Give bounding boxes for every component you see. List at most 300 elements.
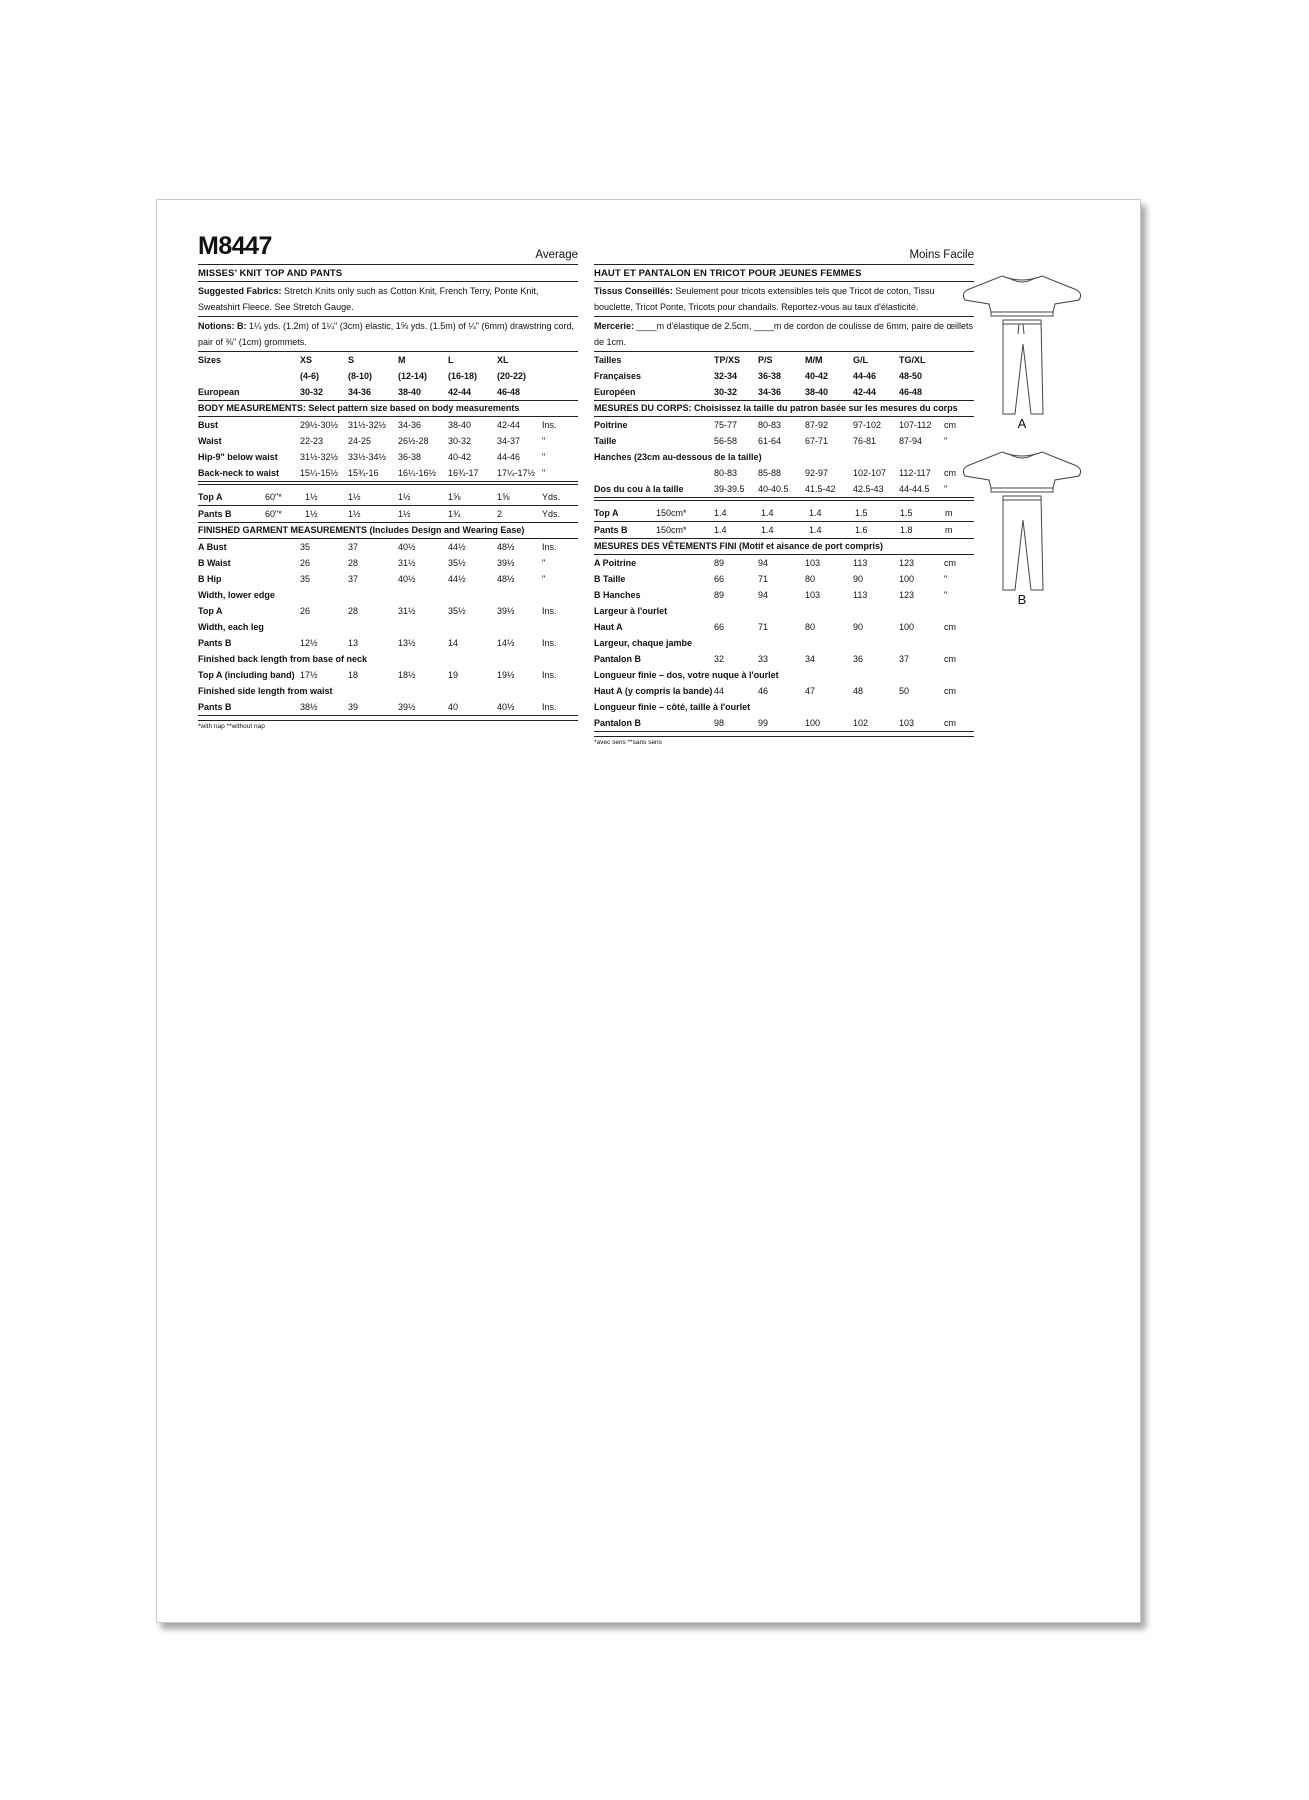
finished-measurements-heading: FINISHED GARMENT MEASUREMENTS (Includes Design and Wearing Ease) — [198, 523, 578, 539]
table-cell: 42.5-43 — [853, 484, 884, 494]
notions-text-fr: ____m d'élastique de 2.5cm, ____m de cordon de coulisse de 6mm, paire de œillets de 1cm. — [594, 321, 973, 347]
table-row — [198, 667, 578, 683]
table-cell — [758, 699, 805, 715]
row-label: B Hip — [198, 574, 222, 584]
table-row — [594, 683, 974, 699]
pattern-title-fr: HAUT ET PANTALON EN TRICOT POUR JEUNES FEMMES — [594, 265, 974, 282]
divider-fr — [594, 498, 974, 501]
pattern-code: M8447 — [198, 232, 272, 260]
table-row — [198, 384, 578, 401]
table-cell: 15¾-16 — [348, 468, 379, 478]
table-cell: G/L — [853, 355, 868, 365]
table-cell: 30-32 — [448, 436, 472, 446]
table-row — [594, 699, 974, 715]
table-cell: 1½ — [305, 492, 318, 502]
suggested-fabrics — [198, 282, 578, 317]
table-row — [198, 449, 578, 465]
notions-text: 1¼ yds. (1.2m) of 1¼" (3cm) elastic, 1⅝ yds. (1.5m) of ¼" (6mm) drawstring cord, pair of ⅜" (1cm) grommets. — [198, 321, 575, 347]
table-row — [594, 417, 974, 433]
table-cell: 44-46 — [853, 371, 877, 381]
table-cell: M — [398, 355, 406, 365]
table-cell: 38-40 — [398, 387, 422, 397]
table-row — [594, 603, 974, 619]
table-cell: 100 — [899, 622, 915, 632]
table-cell — [300, 619, 348, 635]
table-cell: Ins. — [542, 638, 557, 648]
row-label: Top A (including band) — [198, 670, 295, 680]
table-cell: 42-44 — [853, 387, 877, 397]
table-cell — [944, 635, 974, 651]
row-label: Européen — [594, 387, 636, 397]
row-label: Haut A — [594, 622, 623, 632]
body-measurements-table-fr — [594, 417, 974, 498]
table-cell: cm — [944, 686, 956, 696]
table-cell — [899, 449, 944, 465]
table-cell: 12½ — [300, 638, 318, 648]
row-label: Sizes — [198, 355, 222, 365]
english-header — [198, 232, 578, 265]
table-cell: 28 — [348, 558, 359, 568]
table-cell: 13½ — [398, 638, 416, 648]
table-cell — [300, 651, 348, 667]
notions-fr — [594, 317, 974, 352]
table-cell: 36 — [853, 654, 864, 664]
table-cell: Ins. — [542, 420, 557, 430]
table-cell — [714, 635, 758, 651]
table-cell — [348, 619, 398, 635]
row-label: Françaises — [594, 371, 642, 381]
table-cell: 56-58 — [714, 436, 738, 446]
nap-note-fr: *avec sens **sans sens — [594, 736, 974, 746]
table-cell: 89 — [714, 558, 725, 568]
table-cell: 33½-34½ — [348, 452, 387, 462]
table-cell — [448, 683, 497, 699]
row-label: Back-neck to waist — [198, 468, 280, 478]
table-row — [198, 465, 578, 482]
table-cell: 39-39.5 — [714, 484, 745, 494]
table-cell — [348, 651, 398, 667]
table-cell: 113 — [853, 590, 868, 600]
table-cell: 71 — [758, 622, 769, 632]
row-label — [594, 465, 714, 481]
pattern-title: MISSES’ KNIT TOP AND PANTS — [198, 265, 578, 282]
french-header — [594, 238, 974, 265]
table-cell: 46 — [758, 686, 769, 696]
table-cell: 16¼-16½ — [398, 468, 437, 478]
view-a-label: A — [1017, 416, 1027, 431]
table-cell: 40-42 — [805, 371, 829, 381]
table-cell: " — [542, 452, 546, 462]
row-label: Tailles — [594, 355, 622, 365]
table-cell: 44½ — [448, 574, 466, 584]
row-label: Hanches (23cm au-dessous de la taille) — [594, 452, 762, 462]
row-label: Pantalon B — [594, 654, 642, 664]
table-cell: 98 — [714, 718, 725, 728]
table-cell: 2 — [497, 509, 503, 519]
row-label: B Waist — [198, 558, 231, 568]
table-cell: 66 — [714, 622, 725, 632]
table-cell: 50 — [899, 686, 910, 696]
table-cell: 44 — [714, 686, 725, 696]
table-cell: " — [542, 558, 546, 568]
view-a-figure — [957, 268, 1087, 431]
table-cell: 28 — [348, 606, 359, 616]
table-cell: 34-36 — [398, 420, 422, 430]
row-label: A Bust — [198, 542, 227, 552]
table-cell: 33 — [758, 654, 769, 664]
table-cell: 26 — [300, 606, 311, 616]
table-cell: 29½-30½ — [300, 420, 339, 430]
table-cell: 19½ — [497, 670, 515, 680]
table-cell: 123 — [899, 590, 915, 600]
yardage-table-fr — [594, 505, 974, 539]
table-cell: (20-22) — [497, 371, 527, 381]
table-cell: 40-40.5 — [758, 484, 789, 494]
row-label: Pants B — [198, 638, 232, 648]
row-label: Top A — [198, 492, 223, 502]
table-cell: 30-32 — [714, 387, 738, 397]
table-cell: Ins. — [542, 670, 557, 680]
table-cell: 30-32 — [300, 387, 324, 397]
table-cell: 26½-28 — [398, 436, 429, 446]
row-label: Finished side length from waist — [198, 686, 333, 696]
table-cell: XL — [497, 355, 509, 365]
row-label: European — [198, 387, 240, 397]
table-cell — [348, 683, 398, 699]
table-cell: 113 — [853, 558, 868, 568]
table-cell: 1.6 — [855, 525, 868, 535]
table-cell: 123 — [899, 558, 915, 568]
notions-label-fr: Mercerie: — [594, 321, 635, 331]
table-cell: 44½ — [448, 542, 466, 552]
table-cell — [300, 587, 348, 603]
table-cell — [899, 635, 944, 651]
table-cell: " — [944, 574, 948, 584]
table-row — [594, 384, 974, 401]
table-cell: cm — [944, 558, 956, 568]
fabrics-label: Suggested Fabrics: — [198, 286, 282, 296]
table-cell: " — [542, 468, 546, 478]
view-b-label: B — [1017, 592, 1027, 607]
table-cell: 75-77 — [714, 420, 738, 430]
table-cell: 103 — [805, 590, 821, 600]
table-cell: 14 — [448, 638, 459, 648]
table-cell: 40½ — [398, 542, 416, 552]
table-cell: 40 — [448, 702, 459, 712]
table-cell — [348, 587, 398, 603]
table-cell — [899, 667, 944, 683]
skill-level-fr: Moins Facile — [909, 249, 974, 261]
table-cell: Yds. — [542, 509, 561, 519]
table-cell: 15¼-15½ — [300, 468, 339, 478]
table-cell: 112-117 — [899, 468, 931, 478]
table-cell: cm — [944, 654, 956, 664]
table-cell: 46-48 — [899, 387, 923, 397]
table-cell: 36-38 — [758, 371, 782, 381]
skill-level: Average — [535, 249, 578, 261]
divider — [198, 482, 578, 485]
table-cell — [758, 603, 805, 619]
table-row — [594, 352, 974, 368]
row-label: Pants B — [594, 525, 628, 535]
table-row — [594, 522, 974, 539]
table-cell: Ins. — [542, 702, 557, 712]
row-label: Largeur à l'ourlet — [594, 606, 668, 616]
table-row — [594, 587, 974, 603]
table-cell: 1⅝ — [448, 492, 461, 502]
table-cell — [944, 699, 974, 715]
table-row — [594, 651, 974, 667]
yardage-table — [198, 489, 578, 523]
table-cell — [758, 449, 805, 465]
table-cell — [853, 449, 899, 465]
table-row — [594, 619, 974, 635]
table-cell: 26 — [300, 558, 311, 568]
table-row — [198, 619, 578, 635]
table-cell — [542, 619, 577, 635]
table-cell: 1½ — [305, 509, 318, 519]
table-cell: 14½ — [497, 638, 515, 648]
table-cell: 17½ — [300, 670, 318, 680]
table-cell: " — [944, 484, 948, 494]
table-cell: " — [944, 436, 948, 446]
table-cell: 67-71 — [805, 436, 829, 446]
table-cell: 39 — [348, 702, 359, 712]
table-cell — [805, 635, 853, 651]
table-cell: 1½ — [348, 492, 361, 502]
table-cell: 1.4 — [761, 525, 774, 535]
table-cell — [448, 587, 497, 603]
table-cell: 80 — [805, 622, 816, 632]
row-label: Bust — [198, 420, 218, 430]
notions-label: Notions: B: — [198, 321, 247, 331]
table-cell: cm — [944, 468, 956, 478]
table-cell: 60"* — [265, 509, 282, 519]
table-cell: cm — [944, 718, 956, 728]
table-row — [198, 555, 578, 571]
table-cell: 90 — [853, 574, 864, 584]
table-cell: 76-81 — [853, 436, 877, 446]
table-cell — [899, 603, 944, 619]
table-cell: 100 — [805, 718, 821, 728]
table-cell: Ins. — [542, 542, 557, 552]
table-cell: cm — [944, 420, 956, 430]
table-cell: cm — [944, 622, 956, 632]
table-cell: 1.4 — [761, 508, 774, 518]
table-cell: m — [945, 508, 953, 518]
table-cell: 1.5 — [855, 508, 868, 518]
table-cell: 40-42 — [448, 452, 472, 462]
fabrics-text-fr: Seulement pour tricots extensibles tels que Tricot de coton, Tissu bouclette, Tricot Ponte, Tricots pour chandails. Reportez-vous au taux d'élasticité. — [594, 286, 935, 312]
table-cell: 40½ — [398, 574, 416, 584]
table-cell: 34 — [805, 654, 816, 664]
table-cell: 1¾ — [448, 509, 461, 519]
table-cell — [714, 603, 758, 619]
table-cell — [398, 683, 448, 699]
row-label: Pants B — [198, 702, 232, 712]
table-row — [594, 635, 974, 651]
table-cell: 16¾-17 — [448, 468, 479, 478]
table-cell: 1.4 — [809, 508, 822, 518]
table-cell: 94 — [758, 590, 769, 600]
table-cell: 1.4 — [714, 525, 727, 535]
table-row — [594, 449, 974, 465]
notions — [198, 317, 578, 352]
table-cell: 1½ — [398, 509, 411, 519]
table-cell: 150cm* — [656, 525, 687, 535]
table-row — [198, 433, 578, 449]
table-cell — [448, 619, 497, 635]
finished-measurements-table-fr — [594, 555, 974, 732]
table-cell: 1.4 — [714, 508, 727, 518]
table-cell: 66 — [714, 574, 725, 584]
table-cell: 87-94 — [899, 436, 923, 446]
table-cell: 22-23 — [300, 436, 324, 446]
table-cell — [542, 683, 577, 699]
table-cell — [805, 449, 853, 465]
english-column — [198, 232, 578, 730]
table-cell — [497, 587, 542, 603]
table-cell: 44-44.5 — [899, 484, 930, 494]
table-cell: 47 — [805, 686, 816, 696]
table-row — [198, 571, 578, 587]
table-cell: XS — [300, 355, 313, 365]
row-label: Taille — [594, 436, 617, 446]
table-cell: 38-40 — [448, 420, 472, 430]
row-label: Poitrine — [594, 420, 628, 430]
table-cell: 100 — [899, 574, 915, 584]
table-cell: 90 — [853, 622, 864, 632]
table-cell: 39½ — [398, 702, 416, 712]
table-cell: 80-83 — [758, 420, 782, 430]
table-cell: 87-92 — [805, 420, 829, 430]
body-measurements-heading-fr: MESURES DU CORPS: Choisissez la taille du patron basée sur les mesures du corps — [594, 401, 974, 417]
row-label: Longueur finie – dos, votre nuque à l'ourlet — [594, 670, 779, 680]
sweatshirt-and-drawstring-pants-sketch-icon — [957, 268, 1087, 418]
table-cell: 31½ — [398, 558, 416, 568]
table-cell: P/S — [758, 355, 773, 365]
table-cell: 13 — [348, 638, 359, 648]
table-cell: Ins. — [542, 606, 557, 616]
table-cell: 48 — [853, 686, 864, 696]
table-row — [594, 715, 974, 732]
table-cell: 80 — [805, 574, 816, 584]
sizes-table — [198, 352, 578, 401]
table-cell — [853, 635, 899, 651]
table-cell: 17¼-17½ — [497, 468, 536, 478]
nap-note: *with nap **without nap — [198, 720, 578, 730]
table-cell: 44-46 — [497, 452, 521, 462]
table-cell: m — [945, 525, 953, 535]
table-cell — [758, 667, 805, 683]
table-cell: 107-112 — [899, 420, 932, 430]
table-cell: 40½ — [497, 702, 515, 712]
row-label: Pantalon B — [594, 718, 642, 728]
table-row — [198, 635, 578, 651]
table-row — [198, 352, 578, 368]
table-cell — [542, 587, 577, 603]
table-cell: 38½ — [300, 702, 318, 712]
suggested-fabrics-fr — [594, 282, 974, 317]
table-cell: 48½ — [497, 542, 515, 552]
table-cell: 1⅝ — [497, 492, 510, 502]
table-cell — [805, 699, 853, 715]
row-label: Top A — [198, 606, 223, 616]
table-cell: 35 — [300, 574, 311, 584]
table-cell: 19 — [448, 670, 459, 680]
table-cell: 34-36 — [348, 387, 372, 397]
table-cell — [542, 384, 577, 400]
table-cell: 34-36 — [758, 387, 782, 397]
row-label: B Hanches — [594, 590, 641, 600]
table-cell — [758, 635, 805, 651]
table-cell: 1½ — [348, 509, 361, 519]
table-cell — [542, 352, 577, 368]
table-row — [594, 667, 974, 683]
table-cell: 31½ — [398, 606, 416, 616]
table-row — [594, 481, 974, 498]
table-cell — [714, 667, 758, 683]
table-row — [594, 368, 974, 384]
table-cell: 102 — [853, 718, 869, 728]
table-cell — [542, 651, 577, 667]
table-cell: 103 — [899, 718, 915, 728]
table-cell: 99 — [758, 718, 769, 728]
table-cell: 42-44 — [497, 420, 521, 430]
body-measurements-table — [198, 417, 578, 482]
table-cell: 94 — [758, 558, 769, 568]
table-row — [198, 683, 578, 699]
table-cell — [497, 683, 542, 699]
table-cell: TG/XL — [899, 355, 926, 365]
row-label: Largeur, chaque jambe — [594, 638, 693, 648]
table-cell: 37 — [348, 574, 359, 584]
view-b-figure — [957, 444, 1087, 607]
table-row — [198, 603, 578, 619]
table-cell — [853, 603, 899, 619]
row-label: Waist — [198, 436, 222, 446]
finished-measurements-heading-fr: MESURES DES VÊTEMENTS FINI (Motif et aisance de port compris) — [594, 539, 974, 555]
table-cell: 32-34 — [714, 371, 738, 381]
row-label: Dos du cou à la taille — [594, 484, 684, 494]
table-cell: 42-44 — [448, 387, 472, 397]
table-cell: " — [542, 574, 546, 584]
table-cell: 61-64 — [758, 436, 782, 446]
table-row — [594, 555, 974, 571]
table-row — [198, 417, 578, 433]
table-cell — [398, 619, 448, 635]
table-cell: 92-97 — [805, 468, 829, 478]
table-cell: 46-48 — [497, 387, 521, 397]
table-cell — [714, 449, 758, 465]
french-column — [594, 238, 974, 746]
sizes-table-fr — [594, 352, 974, 401]
table-row — [198, 699, 578, 716]
table-cell — [853, 699, 899, 715]
table-cell: 103 — [805, 558, 821, 568]
fabrics-label-fr: Tissus Conseillés: — [594, 286, 673, 296]
table-cell: 35½ — [448, 558, 466, 568]
table-cell — [398, 587, 448, 603]
table-cell: 31½-32½ — [300, 452, 339, 462]
table-cell: TP/XS — [714, 355, 741, 365]
table-cell: 31½-32½ — [348, 420, 387, 430]
table-cell: S — [348, 355, 355, 365]
table-cell: 32 — [714, 654, 725, 664]
table-cell: 97-102 — [853, 420, 882, 430]
row-label: B Taille — [594, 574, 626, 584]
table-row — [594, 465, 974, 481]
